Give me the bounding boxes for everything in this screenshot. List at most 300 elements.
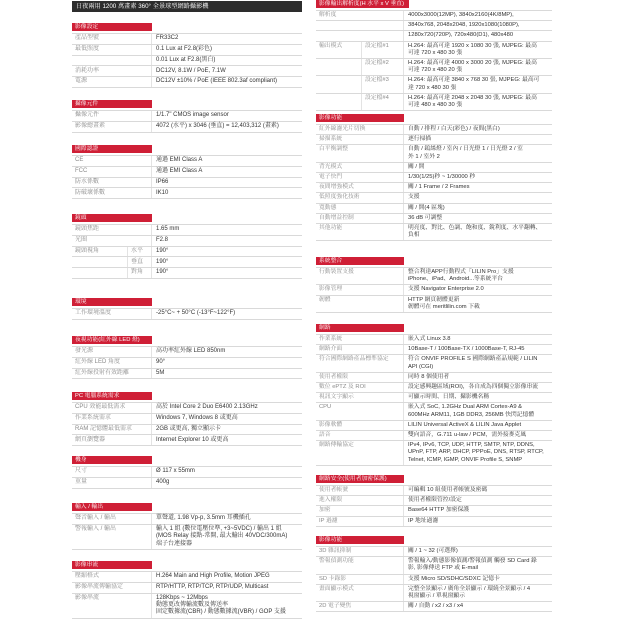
spec-label: 作業系統需求: [72, 414, 152, 424]
spec-label: 韌體: [316, 296, 404, 312]
spec-row: [316, 31, 552, 41]
spec-value-line: F2.8: [156, 237, 169, 244]
spec-row: [316, 21, 552, 31]
section-header: 影像設定: [72, 23, 152, 31]
spec-value: [404, 183, 552, 192]
spec-value-line: 190°: [156, 269, 169, 276]
spec-label: 壓縮格式: [72, 572, 152, 582]
spec-label: 防水係數: [72, 178, 152, 188]
spec-label: 紅外線投射有效距離: [72, 369, 152, 379]
spec-row: [72, 425, 302, 436]
spec-value: [152, 403, 302, 413]
spec-value-line: 設定感興趣區域(ROI)，各自成為四個獨立影像串流: [408, 384, 539, 391]
spec-section: [316, 0, 552, 111]
spec-value: [404, 373, 552, 382]
spec-value: [404, 204, 552, 213]
spec-value: [404, 393, 552, 402]
spec-row: [316, 296, 552, 313]
spec-label: 加密: [316, 506, 404, 515]
spec-value-line: 4000x3000(12MP), 3840x2160(4K/8MP),: [408, 12, 514, 18]
spec-value-line: 1/1.7" CMOS image sensor: [156, 112, 229, 119]
spec-row: [316, 557, 552, 574]
spec-row: [72, 572, 302, 583]
spec-row: [316, 214, 552, 224]
spec-row: [316, 76, 552, 93]
spec-value: [152, 156, 302, 166]
spec-value-line: 高功率紅外線 LED 850nm: [156, 348, 226, 355]
spec-value-line: 400g: [156, 479, 170, 486]
spec-label: 網路介面: [316, 345, 404, 354]
spec-value-line: 視窗顯示 / 單視窗顯示: [408, 593, 466, 600]
spec-label: 影像管理: [316, 285, 404, 294]
spec-sublabel: 設定檔#2: [362, 59, 404, 75]
spec-value: [152, 122, 302, 132]
spec-value-line: 符合 ONVIF PROFILE S 國際網路產品規範 / LILIN: [408, 356, 538, 363]
spec-value: [404, 602, 552, 611]
spec-value-line: 整合利達APP行動程式「LILIN Pro」支援: [408, 269, 514, 275]
spec-value-line: 支援 Navigator Enterprise 2.0: [408, 286, 484, 293]
spec-section: [72, 336, 302, 379]
spec-value-line: 1.65 mm: [156, 226, 180, 233]
spec-value: [404, 585, 552, 601]
spec-label: 數位 ePTZ 及 ROI: [316, 383, 404, 392]
spec-label: 紅外線 LED 角度: [72, 358, 152, 368]
spec-label: 低照度強化技術: [316, 193, 404, 202]
spec-value: [152, 66, 302, 76]
spec-value: [152, 268, 302, 278]
spec-value: [404, 21, 552, 30]
spec-row: [316, 517, 552, 527]
spec-row: [316, 163, 552, 173]
spec-row: [72, 66, 302, 77]
spec-row: [316, 393, 552, 403]
spec-value: [152, 525, 302, 549]
spec-value: [404, 506, 552, 515]
spec-row: [316, 135, 552, 145]
spec-value-line: iPhone、iPad、Android...等系統平台: [408, 276, 504, 283]
spec-label: 寬動態: [316, 204, 404, 213]
spec-value: [404, 76, 552, 92]
spec-table: [72, 33, 302, 88]
spec-row: [72, 525, 302, 550]
spec-label: RAM 記憶體最低需求: [72, 425, 152, 435]
spec-value: [152, 583, 302, 593]
spec-row: [316, 94, 552, 111]
spec-label: 最低照度: [72, 45, 152, 55]
spec-sublabel: 設定檔#1: [362, 42, 404, 58]
spec-value-line: 韌體可在 meritlilin.com 下載: [408, 303, 480, 310]
spec-label: 聲音輸入 / 輸出: [72, 514, 152, 524]
spec-label: CE: [72, 156, 152, 166]
spec-value-line: 1/30(1/25)秒 ~ 1/30000 秒: [408, 174, 476, 181]
spec-row: [72, 225, 302, 236]
spec-row: [316, 204, 552, 214]
spec-label: [72, 257, 128, 267]
spec-row: [72, 583, 302, 594]
spec-value-line: FR33C2: [156, 35, 179, 42]
spec-value-line: Telnet, ICMP, IGMP, ONVIF Profile S, SNMP: [408, 456, 523, 463]
spec-value: [152, 236, 302, 246]
spec-row: [316, 383, 552, 393]
spec-label: 使用者帳號: [316, 486, 404, 495]
spec-label: 網頁瀏覽器: [72, 435, 152, 445]
spec-value-line: 關 / 開: [408, 163, 425, 170]
spec-row: [72, 167, 302, 178]
spec-row: [72, 178, 302, 189]
spec-sublabel: 垂直: [128, 257, 152, 267]
spec-value: [152, 414, 302, 424]
spec-value-line: 自動 / 鎢絲燈 / 室內 / 日光燈 1 / 日光燈 2 / 室: [408, 146, 523, 153]
spec-value-line: 可編輯 10 組使用者帳號及密碼: [408, 487, 488, 493]
spec-value-line: DC12V ±10% / PoE (IEEE 802.3af compliant): [156, 78, 278, 85]
spec-value-line: 190°: [156, 247, 169, 254]
spec-value: [152, 257, 302, 267]
spec-table: [72, 346, 302, 379]
spec-sublabel: 設定檔#3: [362, 76, 404, 92]
spec-value-line: 36 dB 可調整: [408, 214, 443, 221]
spec-table: [72, 110, 302, 133]
spec-value-line: 負相: [408, 232, 420, 239]
spec-row: [316, 285, 552, 295]
spec-value-line: 逐行掃描: [408, 136, 432, 143]
section-header: 系統整合: [316, 257, 404, 265]
spec-label: 鏡頭焦距: [72, 225, 152, 235]
spec-value: [404, 496, 552, 505]
section-header: 網路: [316, 324, 404, 332]
spec-section: [316, 257, 552, 313]
spec-label: 網路傳輸協定: [316, 441, 404, 465]
spec-row: [316, 59, 552, 76]
spec-value: [404, 94, 552, 110]
spec-value-line: Windows 7, Windows 8 或更高: [156, 415, 238, 422]
spec-value-line: H.264: 最高可達 1920 x 1080 30 張, MJPEG: 最高: [408, 42, 537, 49]
spec-value-line: (MOS Relay 接點-常開, 最大輸出 40VDC/300mA): [156, 533, 288, 540]
spec-row: [72, 369, 302, 380]
spec-row: [316, 496, 552, 506]
spec-label: 其他功能: [316, 224, 404, 240]
spec-value-line: 0.1 Lux at F2.8(彩色): [156, 46, 213, 53]
spec-value: [152, 425, 302, 435]
spec-value: [152, 478, 302, 488]
spec-value-line: Base64 HTTP 加密保護: [408, 507, 470, 514]
spec-label: 重量: [72, 478, 152, 488]
spec-table: [316, 334, 552, 466]
spec-value-line: 端子台連接器: [156, 540, 193, 547]
spec-row: [316, 506, 552, 516]
spec-row: [316, 345, 552, 355]
spec-label: 影像總畫素: [72, 122, 152, 132]
section-header: 影像功能: [316, 536, 404, 544]
spec-label: [72, 56, 152, 66]
spec-value: [152, 572, 302, 582]
spec-row: [72, 309, 302, 320]
spec-value-line: 關 / 開(4 區塊): [408, 204, 445, 211]
section-header: 輸入 / 輸出: [72, 503, 152, 511]
spec-value-line: Internet Explorer 10 或更高: [156, 436, 229, 443]
spec-value-line: 自動 / 排程 / 白天(彩色) / 夜間(黑白): [408, 126, 500, 132]
spec-row: [316, 602, 552, 612]
spec-value: [152, 247, 302, 257]
spec-row: [72, 122, 302, 133]
spec-value-line: 高於 Intel Core 2 Duo E6400 2.13GHz: [156, 404, 258, 411]
spec-label: 警報輸入 / 輸出: [72, 525, 152, 549]
spec-label: 白平衡調整: [316, 145, 404, 161]
spec-label: SD 卡錄影: [316, 575, 404, 584]
spec-value-line: 2GB 或更高, 獨立顯示卡: [156, 425, 222, 432]
spec-row: [72, 478, 302, 489]
spec-row: [72, 358, 302, 369]
spec-value-line: RTP/HTTP, RTP/TCP, RTP/UDP, Multicast: [156, 584, 269, 591]
spec-section: [316, 114, 552, 241]
section-header: 環境: [72, 298, 152, 306]
spec-label: 語音: [316, 431, 404, 440]
spec-label: 消耗功率: [72, 66, 152, 76]
spec-table: [316, 546, 552, 612]
spec-value-line: UPnP, FTP, ARP, DHCP, PPPoE, DNS, RTSP, RTCP,: [408, 449, 544, 456]
spec-row: [316, 268, 552, 285]
spec-section: [316, 475, 552, 527]
spec-row: [72, 514, 302, 525]
spec-label: 攝像元件: [72, 111, 152, 121]
spec-row: [72, 111, 302, 122]
spec-value-line: 關 / 自動 / x2 / x3 / x4: [408, 603, 464, 610]
spec-label: 解析度: [316, 11, 404, 20]
section-header: 影像輸出解析度(H 水平 x V 垂直): [316, 0, 409, 8]
spec-value-line: 90°: [156, 359, 166, 366]
spec-value: [152, 111, 302, 121]
spec-row: [316, 431, 552, 441]
spec-row: [72, 435, 302, 446]
spec-label: 進入權限: [316, 496, 404, 505]
spec-label: 工作環境溫度: [72, 309, 152, 319]
spec-label: IP 過濾: [316, 517, 404, 526]
spec-label: 紅外線濾光片切換: [316, 125, 404, 134]
spec-value: [404, 557, 552, 573]
spec-value-line: 支援 Micro SD/SDHC/SDXC 記憶卡: [408, 575, 500, 582]
spec-value-line: 完整全景顯示 / 廣角全景顯示 / 環繞全景顯示 / 4: [408, 585, 531, 592]
spec-value-line: 嵌入式 SoC, 1.2GHz Dual ARM Cortex-A9 &: [408, 404, 523, 411]
left-column: [72, 0, 302, 620]
section-header: 國際認證: [72, 145, 152, 153]
spec-section: [72, 214, 302, 279]
spec-value-line: 可顯示時間、日期、攝影機名稱: [408, 394, 490, 401]
spec-value: [152, 309, 302, 319]
spec-section: [72, 145, 302, 199]
spec-value-line: 支援: [408, 194, 420, 201]
spec-row: [72, 45, 302, 56]
spec-label: [316, 76, 362, 92]
spec-label: 產品型號: [72, 34, 152, 44]
spec-table: [316, 485, 552, 527]
spec-row: [316, 373, 552, 383]
spec-value-line: IP 地址過濾: [408, 517, 439, 524]
spec-row: [72, 77, 302, 88]
spec-value-line: 使用者權限管控/設定: [408, 497, 462, 504]
spec-value: [152, 34, 302, 44]
spec-value-line: 外 1 / 室外 2: [408, 153, 440, 160]
spec-value-line: 可達 720 x 480 20 張: [408, 67, 463, 74]
spec-table: [316, 124, 552, 241]
spec-row: [316, 11, 552, 21]
spec-section: [72, 561, 302, 619]
spec-value: [152, 514, 302, 524]
spec-value: [152, 45, 302, 55]
spec-value: [404, 296, 552, 312]
spec-value-line: 同時 8 個使用者: [408, 373, 450, 380]
spec-value: [152, 167, 302, 177]
spec-row: [316, 421, 552, 431]
spec-table: [316, 267, 552, 313]
spec-value-line: H.264: 最高可達 4000 x 3000 20 張, MJPEG: 最高: [408, 60, 537, 67]
spec-row: [316, 575, 552, 585]
spec-value-line: 600MHz ARM11, 1GB DDR3, 256MB 快閃記憶體: [408, 411, 535, 418]
spec-value: [404, 31, 552, 40]
spec-value-line: 影, 影像傳送 FTP 或 E-mail: [408, 565, 479, 572]
spec-label: 影像軟體: [316, 421, 404, 430]
spec-label: 影像串流傳輸協定: [72, 583, 152, 593]
spec-value: [404, 268, 552, 284]
spec-value: [404, 135, 552, 144]
spec-label: [316, 94, 362, 110]
spec-row: [316, 173, 552, 183]
spec-row: [72, 247, 302, 258]
spec-value: [404, 145, 552, 161]
spec-label: 符合國際網路產品標準協定: [316, 355, 404, 371]
spec-value: [404, 383, 552, 392]
section-header: PC 電腦系統需求: [72, 392, 152, 400]
spec-label: 自動增益控制: [316, 214, 404, 223]
spec-row: [72, 347, 302, 358]
spec-label: 輸出模式: [316, 42, 362, 58]
spec-value-line: 關 / 1 ~ 32 (可選擇): [408, 548, 458, 554]
spec-value: [152, 369, 302, 379]
spec-sublabel: 水平: [128, 247, 152, 257]
spec-row: [316, 547, 552, 557]
spec-value: [404, 517, 552, 526]
spec-value: [404, 335, 552, 344]
spec-value: [404, 421, 552, 430]
spec-value-line: 3840x768, 2048x2048, 1920x1080(1080P),: [408, 22, 520, 29]
spec-section: [72, 503, 302, 550]
spec-label: [316, 31, 404, 40]
spec-value: [404, 214, 552, 223]
spec-label: CPU: [316, 403, 404, 419]
spec-value: [152, 77, 302, 87]
spec-value-line: LILIN Universal ActiveX & LILIN Java Applet: [408, 421, 522, 428]
spec-section: [72, 298, 302, 320]
right-column: [316, 0, 552, 620]
spec-section: [72, 456, 302, 489]
spec-value-line: 動態更改傳輸流數及傳送率: [156, 602, 229, 609]
spec-label: 2D 電子變焦: [316, 602, 404, 611]
spec-value-line: IPv4, IPv6, TCP, UDP, HTTP, SMTP, NTP, DDNS,: [408, 442, 535, 449]
spec-value: [152, 347, 302, 357]
spec-value: [152, 225, 302, 235]
spec-value: [404, 547, 552, 556]
spec-label: 行動裝置支援: [316, 268, 404, 284]
spec-value: [404, 285, 552, 294]
spec-label: [316, 21, 404, 30]
spec-value-line: 可達 480 x 480 30 張: [408, 102, 463, 109]
spec-section: [72, 23, 302, 88]
spec-sublabel: 設定檔#4: [362, 94, 404, 110]
spec-label: [316, 59, 362, 75]
spec-label: 光圈: [72, 236, 152, 246]
spec-value-line: IK10: [156, 189, 169, 196]
spec-value: [152, 188, 302, 198]
spec-value: [152, 467, 302, 477]
spec-value-line: 輸入 1 組 (數位電壓位準, +3~5VDC) / 輸出 1 組: [156, 526, 282, 533]
section-header: 夜視功能(紅外線 LED 燈): [72, 336, 152, 344]
spec-value-line: 10Base-T / 100Base-TX / 1000Base-T, RJ-45: [408, 346, 525, 353]
spec-value: [404, 193, 552, 202]
spec-value-line: Ø 117 x 55mm: [156, 468, 195, 475]
section-header: 影像功能: [316, 114, 404, 122]
spec-table: [72, 513, 302, 550]
spec-table: [72, 466, 302, 489]
section-header: 機身: [72, 456, 152, 464]
spec-label: 作業系統: [316, 335, 404, 344]
spec-label: 電子快門: [316, 173, 404, 182]
spec-row: [316, 486, 552, 496]
spec-table: [72, 571, 302, 619]
spec-label: 影像串流: [72, 594, 152, 618]
spec-value: [404, 173, 552, 182]
spec-value-line: 通過 EMI Class A: [156, 168, 203, 175]
spec-row: [316, 193, 552, 203]
spec-row: [72, 34, 302, 45]
spec-value-line: 通過 EMI Class A: [156, 157, 203, 164]
spec-value-line: 嵌入式 Linux 3.8: [408, 336, 451, 342]
spec-value: [404, 125, 552, 134]
spec-row: [316, 42, 552, 59]
spec-table: [316, 10, 552, 111]
spec-row: [72, 467, 302, 478]
spec-value: [404, 575, 552, 584]
spec-value-line: 單聲道, 1.98 Vp-p, 3.5mm 耳機插孔: [156, 515, 251, 522]
spec-value-line: 1280x720(720P), 720x480(D1), 480x480: [408, 32, 514, 39]
spec-row: [72, 403, 302, 414]
section-header: 網路安全(使用者加密保護): [316, 475, 404, 483]
spec-value: [404, 345, 552, 354]
spec-row: [316, 125, 552, 135]
spec-value-line: API (CGI): [408, 363, 434, 370]
spec-value: [404, 42, 552, 58]
spec-value-line: 雙向語音，G.711 u-law / PCM，需外接麥克風: [408, 432, 527, 439]
spec-label: 電源: [72, 77, 152, 87]
spec-label: 視訊文字顯示: [316, 393, 404, 402]
spec-value: [404, 355, 552, 371]
spec-value-line: 固定數據流(CBR) / 動態數據流(VBR) / GOP 支援: [156, 609, 286, 616]
spec-value-line: 達 720 x 480 30 張: [408, 84, 457, 91]
spec-row: [72, 268, 302, 279]
spec-row: [316, 403, 552, 420]
spec-value-line: 128Kbps ~ 12Mbps: [156, 594, 208, 601]
spec-value-line: HTTP 網頁韌體更新: [408, 296, 460, 303]
spec-sublabel: 對角: [128, 268, 152, 278]
spec-label: 背光模式: [316, 163, 404, 172]
spec-value-line: IP66: [156, 178, 169, 185]
spec-section: [72, 392, 302, 446]
spec-value-line: 4072 (水平) x 3046 (垂直) = 12,403,312 (畫素): [156, 123, 279, 130]
section-header: 影像串流: [72, 561, 152, 569]
spec-value: [152, 594, 302, 618]
spec-label: 畫面顯示模式: [316, 585, 404, 601]
spec-label: 鏡頭視角: [72, 247, 128, 257]
spec-value-line: H.264 Main and High Profile, Motion JPEG: [156, 573, 270, 580]
spec-value: [152, 56, 302, 66]
spec-value-line: H.264: 最高可達 2048 x 2048 30 張, MJPEG: 最高: [408, 94, 537, 101]
